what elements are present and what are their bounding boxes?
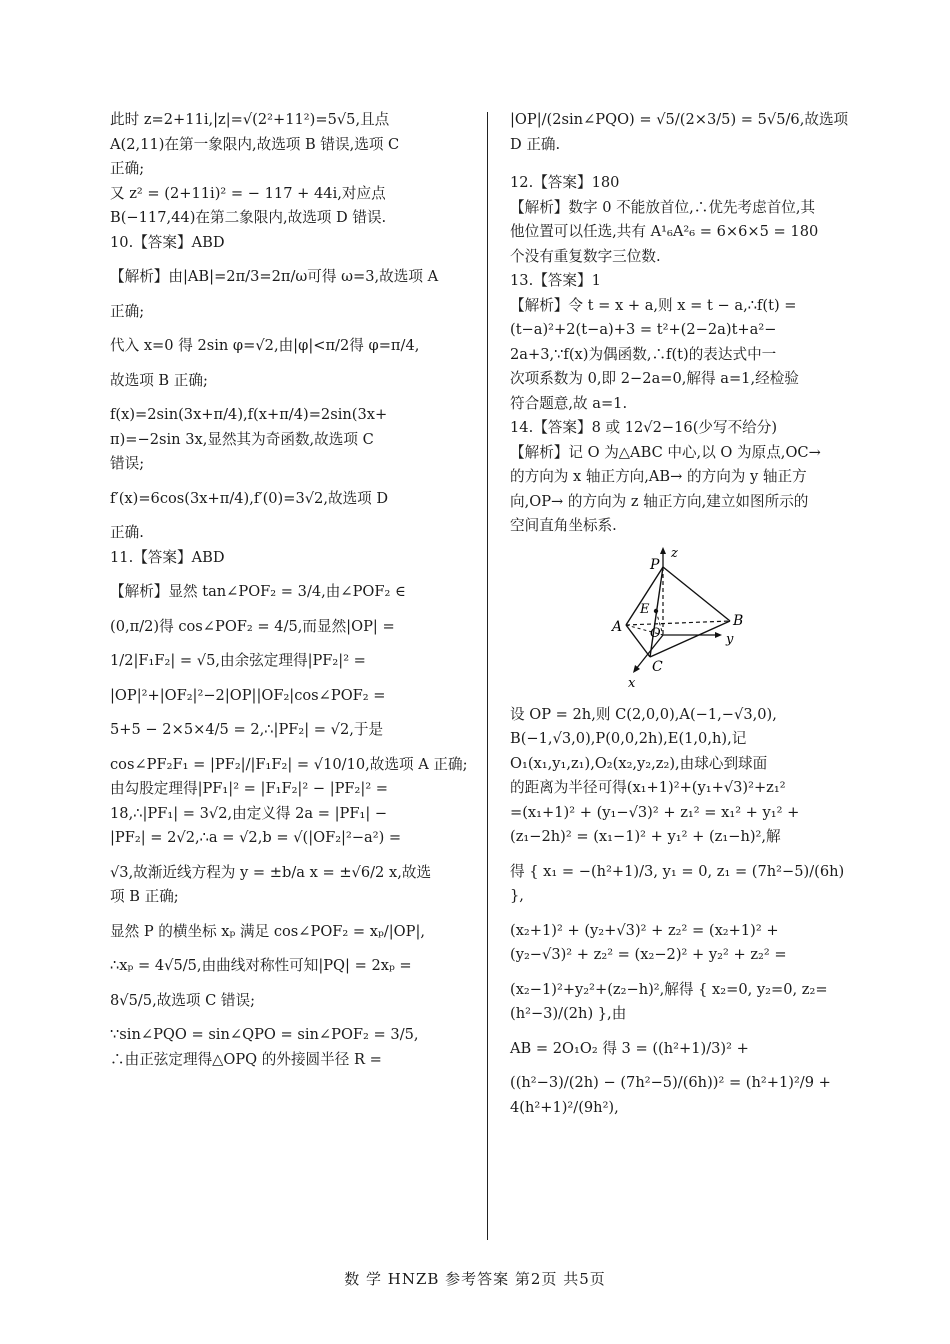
answer-heading: 11.【答案】ABD	[110, 548, 225, 566]
question-12	[510, 171, 862, 269]
text-line: 得 { x₁ = −(h²+1)/3, y₁ = 0, z₁ = (7h²−5)/(6h) },	[510, 862, 845, 904]
right-column	[510, 108, 862, 1120]
text-line: AB = 2O₁O₂ 得 3 = ((h²+1)/3)² +	[510, 1039, 749, 1057]
answer-heading: 13.【答案】1	[510, 272, 601, 289]
tetrahedron-diagram	[600, 545, 760, 695]
question-13	[510, 269, 862, 416]
text-line: f′(x)=6cos(3x+π/4),f′(0)=3√2,故选项 D	[110, 489, 389, 507]
text-line: ∵sin∠PQO = sin∠QPO = sin∠POF₂ = 3/5,	[110, 1026, 419, 1043]
text-line: 5+5 − 2×5×4/5 = 2,∴|PF₂| = √2,于是	[110, 721, 384, 738]
point-E	[654, 608, 658, 612]
text-line: 由勾股定理得|PF₁|² = |F₁F₂|² − |PF₂|² =	[110, 780, 389, 797]
q9-continuation	[110, 108, 470, 231]
text-line: 错误;	[110, 455, 145, 472]
label-y: y	[726, 631, 734, 647]
text-line: 此时 z=2+11i,|z|=√(2²+11²)=5√5,且点	[110, 111, 390, 128]
left-column	[110, 108, 470, 1072]
text-line: 正确.	[110, 524, 144, 541]
label-E: E	[640, 601, 650, 617]
text-line: |OP|/(2sin∠PQO) = √5/(2×3/5) = 5√5/6,故选项 D 正确.	[510, 111, 849, 153]
label-z: z	[671, 545, 678, 561]
text-line: 次项系数为 0,即 2−2a=0,解得 a=1,经检验	[510, 370, 799, 387]
question-10	[110, 231, 470, 546]
text-line: (x₂−1)²+y₂²+(z₂−h)²,解得 { x₂=0, y₂=0, z₂=(h²−3)/(2h) },由	[510, 980, 828, 1022]
text-line: 代入 x=0 得 2sin φ=√2,由|φ|<π/2得 φ=π/4,	[110, 337, 420, 354]
text-line: ((h²−3)/(2h) − (7h²−5)/(6h))² = (h²+1)²/9 + 4(h²+1)²/(9h²),	[510, 1074, 831, 1116]
text-line: (0,π/2)得 cos∠POF₂ = 4/5,而显然|OP| =	[110, 617, 395, 635]
text-line: π)=−2sin 3x,显然其为奇函数,故选项 C	[110, 430, 374, 448]
question-14	[510, 416, 862, 1120]
edge-CB	[650, 621, 730, 657]
z-axis-arrow	[660, 547, 666, 554]
text-line: 的距离为半径可得(x₁+1)²+(y₁+√3)²+z₁²	[510, 779, 786, 796]
answer-heading: 12.【答案】180	[510, 174, 620, 191]
text-line: 18,∴|PF₁| = 3√2,由定义得 2a = |PF₁| −	[110, 804, 388, 822]
text-line: 他位置可以任选,共有 A¹₆A²₆ = 6×6×5 = 180	[510, 223, 819, 240]
text-line: (t−a)²+2(t−a)+3 = t²+(2−2a)t+a²−	[510, 321, 777, 338]
text-line: 【解析】记 O 为△ABC 中心,以 O 为原点,OC→	[510, 443, 821, 461]
text-line: =(x₁+1)² + (y₁−√3)² + z₁² = x₁² + y₁² +	[510, 803, 800, 821]
text-line: B(−1,√3,0),P(0,0,2h),E(1,0,h),记	[510, 730, 747, 747]
text-line: 1/2|F₁F₂| = √5,由余弦定理得|PF₂|² =	[110, 652, 366, 669]
y-axis-arrow	[715, 632, 722, 638]
label-A: A	[612, 618, 623, 635]
text-line: (y₂−√3)² + z₂² = (x₂−2)² + y₂² + z₂² =	[510, 946, 787, 963]
text-line: 的方向为 x 轴正方向,AB→ 的方向为 y 轴正方	[510, 468, 807, 485]
text-line: B(−117,44)在第二象限内,故选项 D 错误.	[110, 209, 387, 226]
text-line: 故选项 B 正确;	[110, 371, 208, 389]
text-line: (x₂+1)² + (y₂+√3)² + z₂² = (x₂+1)² +	[510, 921, 779, 939]
text-line: 【解析】显然 tan∠POF₂ = 3/4,由∠POF₂ ∈	[110, 583, 406, 600]
text-line: f(x)=2sin(3x+π/4),f(x+π/4)=2sin(3x+	[110, 406, 388, 423]
text-line: |OP|²+|OF₂|²−2|OP||OF₂|cos∠POF₂ =	[110, 686, 386, 704]
text-line: (z₁−2h)² = (x₁−1)² + y₁² + (z₁−h)²,解	[510, 828, 781, 845]
tetrahedron-figure	[510, 545, 862, 695]
edge-AB	[626, 621, 730, 625]
text-line: 个没有重复数字三位数.	[510, 247, 661, 265]
text-line: A(2,11)在第一象限内,故选项 B 错误,选项 C	[110, 135, 400, 153]
text-line: 8√5/5,故选项 C 错误;	[110, 991, 256, 1009]
text-line: O₁(x₁,y₁,z₁),O₂(x₂,y₂,z₂),由球心到球面	[510, 754, 768, 772]
label-B: B	[733, 612, 744, 629]
answer-heading: 10.【答案】ABD	[110, 233, 225, 251]
text-line: 正确;	[110, 302, 145, 320]
text-line: ∴xₚ = 4√5/5,由曲线对称性可知|PQ| = 2xₚ =	[110, 957, 412, 974]
text-line: 【解析】令 t = x + a,则 x = t − a,∴f(t) =	[510, 296, 797, 314]
text-line: √3,故渐近线方程为 y = ±b/a x = ±√6/2 x,故选	[110, 863, 432, 881]
label-O: O	[650, 625, 661, 641]
text-line: 2a+3,∵f(x)为偶函数,∴f(t)的表达式中一	[510, 345, 777, 363]
text-line: cos∠PF₂F₁ = |PF₂|/|F₁F₂| = √10/10,故选项 A 正确;	[110, 755, 468, 773]
text-line: 项 B 正确;	[110, 888, 179, 905]
label-P: P	[650, 556, 660, 573]
text-line: |PF₂| = 2√2,∴a = √2,b = √(|OF₂|²−a²) =	[110, 829, 402, 846]
text-line: 设 OP = 2h,则 C(2,0,0),A(−1,−√3,0),	[510, 705, 777, 723]
label-x: x	[628, 675, 636, 691]
edge-PB	[663, 567, 730, 621]
text-line: 向,OP→ 的方向为 z 轴正方向,建立如图所示的	[510, 492, 809, 510]
text-line: 空间直角坐标系.	[510, 517, 617, 534]
text-line: 又 z² = (2+11i)² = − 117 + 44i,对应点	[110, 184, 386, 202]
text-line: 【解析】由|AB|=2π/3=2π/ω可得 ω=3,故选项 A	[110, 268, 439, 285]
text-line: 【解析】数字 0 不能放首位,∴优先考虑首位,其	[510, 198, 816, 216]
page-footer: 数 学 HNZB 参考答案 第2页 共5页	[344, 1270, 606, 1288]
answer-heading: 14.【答案】8 或 12√2−16(少写不给分)	[510, 419, 778, 436]
text-line: 符合题意,故 a=1.	[510, 394, 628, 412]
text-line: 显然 P 的横坐标 xₚ 满足 cos∠POF₂ = xₚ/|OP|,	[110, 922, 426, 940]
label-C: C	[652, 658, 663, 675]
edge-AC	[626, 625, 650, 657]
text-line: 正确;	[110, 160, 145, 177]
text-line: ∴由正弦定理得△OPQ 的外接圆半径 R =	[110, 1050, 382, 1068]
question-11	[110, 546, 470, 1073]
column-divider	[487, 112, 488, 1240]
